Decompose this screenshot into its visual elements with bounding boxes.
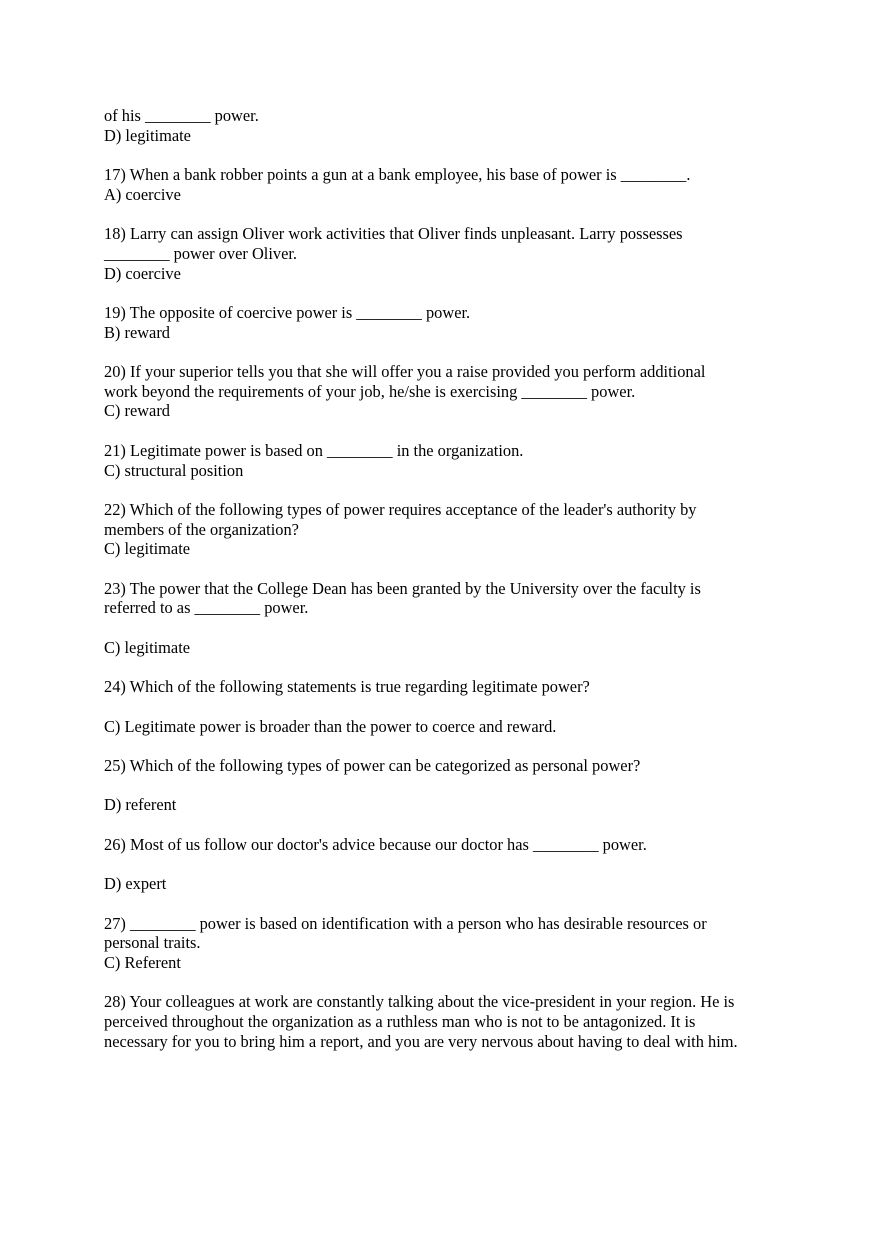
question-17: 17) When a bank robber points a gun at a bank employee, his base of power is ________. <box>104 165 691 185</box>
blank-line <box>104 145 804 165</box>
question-28: 28) Your colleagues at work are constantly talking about the vice-president in your region. He is <box>104 992 735 1012</box>
answer-17: A) coercive <box>104 184 181 204</box>
blank-line <box>104 283 804 303</box>
question-25: 25) Which of the following types of power can be categorized as personal power? <box>104 756 641 776</box>
question-20: 20) If your superior tells you that she will offer you a raise provided you perform additional <box>104 362 706 382</box>
answer-27: C) Referent <box>104 953 181 972</box>
blank-line <box>104 894 804 914</box>
blank-line <box>104 421 804 441</box>
answer-21: C) structural position <box>104 460 244 480</box>
blank-line <box>104 973 804 993</box>
blank-line <box>104 342 804 362</box>
question-19: 19) The opposite of coercive power is ________ power. <box>104 302 471 322</box>
question-18: 18) Larry can assign Oliver work activities that Oliver finds unpleasant. Larry possesses <box>104 224 683 244</box>
answer-line: D) legitimate <box>104 125 191 145</box>
blank-line <box>104 618 804 638</box>
answer-23: C) legitimate <box>104 637 191 657</box>
answer-20: C) reward <box>104 401 170 421</box>
question-22: 22) Which of the following types of power requires acceptance of the leader's authority by <box>104 499 697 519</box>
document-page <box>104 106 804 1052</box>
blank-line <box>104 855 804 875</box>
blank-line <box>104 480 804 500</box>
question-18-cont: ________ power over Oliver. <box>104 243 298 263</box>
question-28-cont: perceived throughout the organization as a ruthless man who is not to be antagonized. It is <box>104 1012 696 1032</box>
answer-22: C) legitimate <box>104 539 191 559</box>
answer-24: C) Legitimate power is broader than the power to coerce and reward. <box>104 716 557 736</box>
question-27: 27) ________ power is based on identification with a person who has desirable resources or <box>104 913 707 933</box>
question-21: 21) Legitimate power is based on ________ in the organization. <box>104 440 524 460</box>
question-27-cont: personal traits. <box>104 933 201 953</box>
answer-26: D) expert <box>104 874 167 894</box>
question-22-cont: members of the organization? <box>104 519 299 539</box>
question-24: 24) Which of the following statements is true regarding legitimate power? <box>104 677 590 697</box>
question-20-cont: work beyond the requirements of your job, he/she is exercising ________ power. <box>104 381 636 401</box>
blank-line <box>104 815 804 835</box>
answer-25: D) referent <box>104 795 177 815</box>
blank-line <box>104 736 804 756</box>
blank-line <box>104 776 804 796</box>
question-23-cont: referred to as ________ power. <box>104 598 309 618</box>
answer-18: D) coercive <box>104 263 181 283</box>
blank-line <box>104 205 804 225</box>
question-26: 26) Most of us follow our doctor's advice because our doctor has ________ power. <box>104 834 647 854</box>
answer-19: B) reward <box>104 322 170 342</box>
question-23: 23) The power that the College Dean has been granted by the University over the faculty is <box>104 578 701 598</box>
blank-line <box>104 658 804 678</box>
blank-line <box>104 559 804 579</box>
blank-line <box>104 697 804 717</box>
question-28-cont: necessary for you to bring him a report, and you are very nervous about having to deal with him. <box>104 1031 738 1051</box>
text-line: of his ________ power. <box>104 106 259 125</box>
